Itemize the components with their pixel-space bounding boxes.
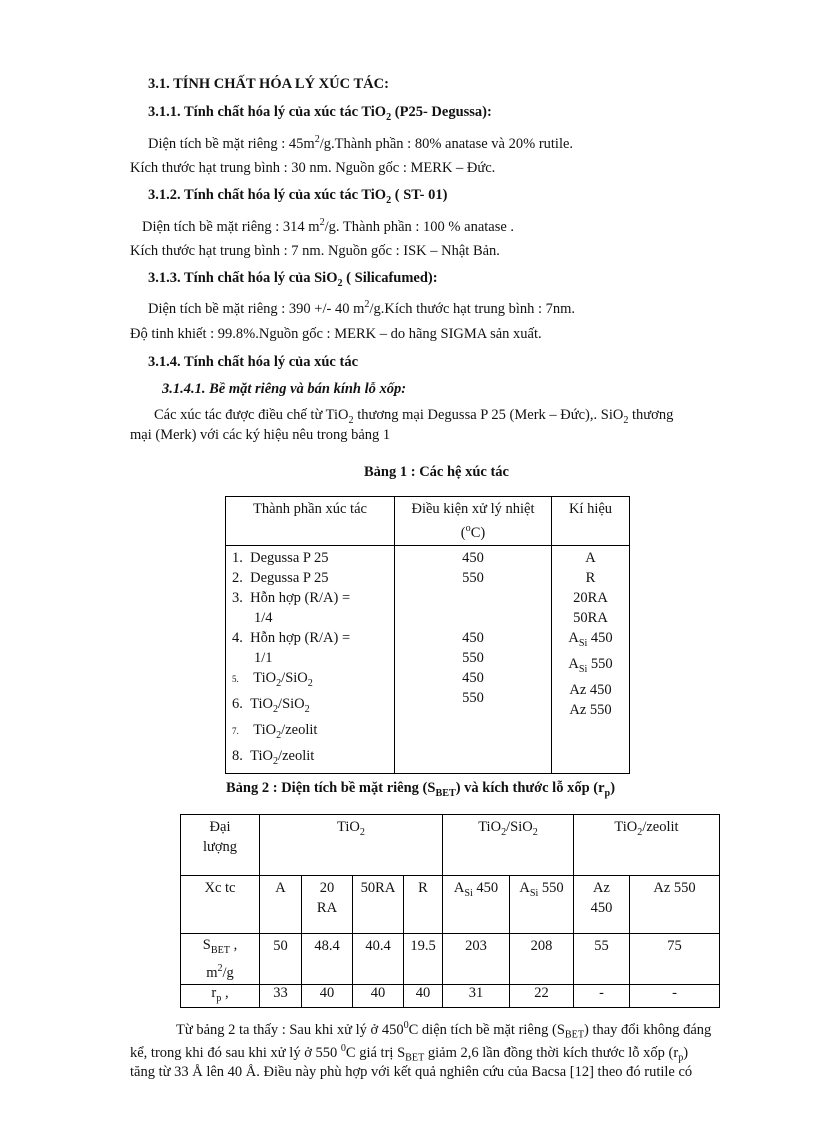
para-3-1-1-line2: Kích thước hạt trung bình : 30 nm. Nguồn gốc : MERK – Đức.	[130, 160, 496, 176]
table1-header-condition: Điều kiện xử lý nhiệt ($^o$C)	[395, 497, 552, 546]
table-cell: 22	[510, 984, 574, 1007]
para-3-1-3-line2: Độ tinh khiết : 99.8%.Nguồn gốc : MERK – do hãng SIGMA sản xuất.	[130, 326, 542, 342]
symbol-value: Az 550	[569, 701, 612, 718]
table-cell: 50RA	[353, 876, 404, 934]
list-item: 1/4	[254, 609, 273, 626]
list-item: 5. TiO$_2$/SiO$_2$	[232, 669, 313, 689]
list-item: 1. Degussa P 25	[232, 549, 329, 566]
conclusion-line2: kể, trong khi đó sau khi xử lý ở 550 $^0$C giá trị $S_{BET}$ giảm 2,6 lần đồng thời kích thước lỗ xốp $(r_p)$	[130, 1043, 689, 1064]
heading-3-1-4: 3.1.4. Tính chất hóa lý của xúc tác	[148, 354, 359, 370]
para-3-1-3-line1: Diện tích bề mặt riêng : 390 +/- 40 $m^2/g.Kích$ thước hạt trung bình : 7nm.	[148, 299, 576, 317]
table-cell: A	[260, 876, 302, 934]
table-cell: -	[630, 984, 720, 1007]
table-cell: R	[404, 876, 443, 934]
temp-value: 450	[462, 549, 484, 566]
heading-3-1-1: 3.1.1. Tính chất hóa lý của xúc tác TiO$_2$ (P25- Degussa):	[148, 104, 492, 123]
table-cell: 48.4	[302, 934, 353, 985]
table-cell: -	[574, 984, 630, 1007]
table-cell: Az 450	[574, 876, 630, 934]
para-3-1-1-line1: Diện tích bề mặt riêng : $45m^2/g.Thành$ phần : 80% anatase và 20% rutile.	[148, 134, 574, 152]
list-item: 3. Hỗn hợp (R/A) =	[232, 589, 351, 606]
conclusion-line3: tăng từ 33 Å lên 40 Å. Điều này phù hợp với kết quả nghiên cứu của Bacsa [12] theo đó rutile có	[130, 1064, 693, 1080]
table-cell: 33	[260, 984, 302, 1007]
table-cell: 20 RA	[302, 876, 353, 934]
heading-3-1: 3.1. TÍNH CHẤT HÓA LÝ XÚC TÁC:	[148, 76, 389, 92]
table1-header-symbol: Kí hiệu	[552, 497, 630, 546]
table-cell: 55	[574, 934, 630, 985]
table2-sbet-label: $S_{BET}$ , $m^2/g$	[181, 934, 260, 985]
table2	[180, 814, 720, 1008]
table2-group-tio2-sio2: TiO$_2$/SiO$_2$	[443, 815, 574, 876]
symbol-value: R	[585, 569, 596, 586]
list-item: 7. TiO$_2$/zeolit	[232, 721, 318, 741]
symbol-value: $A_{Si}$ 450	[568, 629, 613, 649]
heading-3-1-2: 3.1.2. Tính chất hóa lý của xúc tác TiO$_2$ ( ST- 01)	[148, 187, 448, 206]
table-cell: 31	[443, 984, 510, 1007]
conclusion-line1: Từ bảng 2 ta thấy : Sau khi xử lý ở $450^0C$ diện tích bề mặt riêng $(S_{BET})$ thay đổi không đáng	[176, 1020, 712, 1041]
symbol-value: $A_{Si}$ 550	[568, 655, 613, 675]
intro-line1: Các xúc tác được điều chế từ TiO$_2$ thương mại Degussa P 25 (Merk – Đức),. SiO$_2$ thương	[154, 407, 674, 426]
table-cell: 208	[510, 934, 574, 985]
list-item: 2. Degussa P 25	[232, 569, 329, 586]
table1-caption: Bảng 1 : Các hệ xúc tác	[364, 464, 509, 480]
temp-value: 550	[462, 569, 484, 586]
heading-3-1-3: 3.1.3. Tính chất hóa lý của SiO$_2$ ( Silicafumed):	[148, 270, 438, 289]
table-cell: 40.4	[353, 934, 404, 985]
table1-header-composition: Thành phần xúc tác	[226, 497, 395, 546]
table2-quantity-label: Đại lượng	[181, 815, 260, 876]
table-cell: 40	[404, 984, 443, 1007]
table-cell: Az 550	[630, 876, 720, 934]
table-cell: $A_{Si}$ 450	[443, 876, 510, 934]
table-cell: $A_{Si}$ 550	[510, 876, 574, 934]
table2-group-tio2-zeolit: TiO$_2$/zeolit	[574, 815, 720, 876]
table1-temperature-list	[395, 545, 552, 774]
intro-line2: mại (Merk) với các ký hiệu nêu trong bảng 1	[130, 427, 391, 443]
temp-value: 550	[462, 689, 484, 706]
temp-value: 450	[462, 669, 484, 686]
heading-3-1-4-1: 3.1.4.1. Bề mặt riêng và bán kính lỗ xốp:	[162, 381, 407, 397]
table2-group-tio2: TiO$_2$	[260, 815, 443, 876]
symbol-value: 20RA	[573, 589, 608, 606]
table2-catalyst-label: Xc tc	[181, 876, 260, 934]
list-item: 4. Hỗn hợp (R/A) =	[232, 629, 351, 646]
list-item: 8. TiO$_2$/zeolit	[232, 747, 315, 767]
table1	[225, 496, 630, 774]
list-item: 1/1	[254, 649, 273, 666]
table-cell: 50	[260, 934, 302, 985]
list-item: 6. TiO$_2$/SiO$_2$	[232, 695, 310, 715]
table1-composition-list	[226, 545, 395, 774]
table-cell: 203	[443, 934, 510, 985]
symbol-value: Az 450	[569, 681, 612, 698]
para-3-1-2-line2: Kích thước hạt trung bình : 7 nm. Nguồn gốc : ISK – Nhật Bản.	[130, 243, 500, 259]
table2-rp-label: $r_p$ ,	[181, 984, 260, 1007]
table1-symbol-list	[552, 545, 630, 774]
temp-value: 450	[462, 629, 484, 646]
table-cell: 19.5	[404, 934, 443, 985]
table-cell: 75	[630, 934, 720, 985]
table2-caption: Bảng 2 : Diện tích bề mặt riêng $(S_{BET})$ và kích thước lỗ xốp $(r_p)$	[226, 780, 616, 799]
para-3-1-2-line1: Diện tích bề mặt riêng : 314 $m^2/g$. Thành phần : 100 % anatase .	[142, 217, 515, 235]
symbol-value: 50RA	[573, 609, 608, 626]
symbol-value: A	[585, 549, 596, 566]
table-cell: 40	[353, 984, 404, 1007]
temp-value: 550	[462, 649, 484, 666]
table-cell: 40	[302, 984, 353, 1007]
